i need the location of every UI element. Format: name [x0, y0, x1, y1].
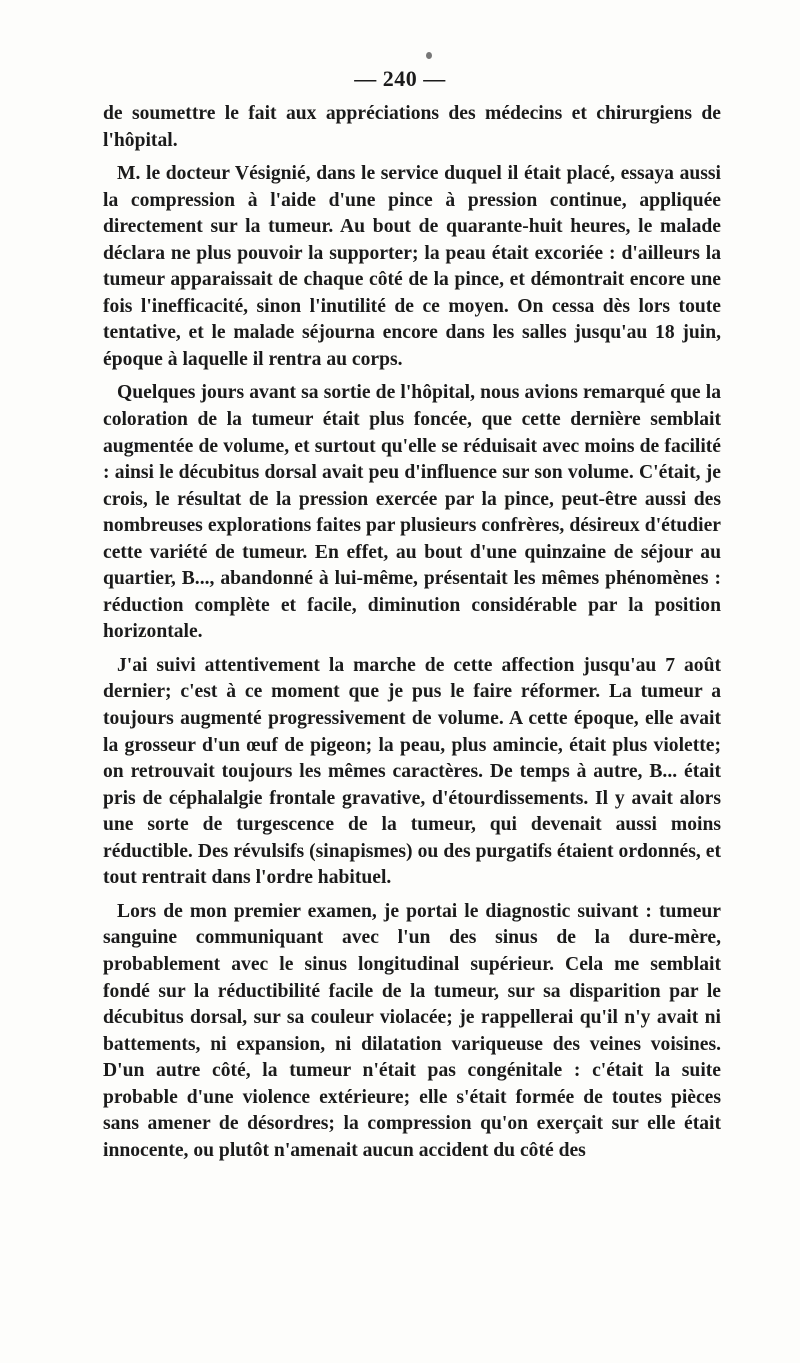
paragraph: Lors de mon premier examen, je portai le diagnostic suivant : tumeur sanguine communiquant avec l'un des sinus de la dure-mère, probablement avec le sinus longitudinal supérieur. Cela me semblait fondé sur la réductibilité facile de la tumeur, sur sa disparition par le décubitus dorsal, sur sa couleur violacée; je rappellerai qu'il n'y avait ni battements, ni expansion, ni dilatation variqueuse des veines voisines. D'un autre côté, la tumeur n'était pas congénitale : c'était la suite probable d'une violence extérieure; elle s'était formée de toutes pièces sans amener de désordres; la compression qu'on exerçait sur elle était innocente, ou plutôt n'amenait aucun accident du côté des	[103, 900, 721, 1161]
body-text	[103, 101, 721, 1171]
page-number: — 240 —	[354, 66, 446, 91]
paragraph: J'ai suivi attentivement la marche de cette affection jusqu'au 7 août dernier; c'est à ce moment que je pus le faire réformer. La tumeur a toujours augmenté progressivement de volume. A cette époque, elle avait la grosseur d'un œuf de pigeon; la peau, plus amincie, était plus violette; on retrouvait toujours les mêmes caractères. De temps à autre, B... était pris de céphalalgie frontale gravative, d'étourdissements. Il y avait alors une sorte de turgescence de la tumeur, qui devenait aussi moins réductible. Des révulsifs (sinapismes) ou des purgatifs étaient ordonnés, et tout rentrait dans l'ordre habituel.	[103, 654, 721, 889]
paragraph: M. le docteur Vésignié, dans le service duquel il était placé, essaya aussi la compression à l'aide d'une pince à pression continue, appliquée directement sur la tumeur. Au bout de quarante-huit heures, le malade déclara ne plus pouvoir la supporter; la peau était excoriée : d'ailleurs la tumeur apparaissait de chaque côté de la pince, et démontrait encore une fois l'inefficacité, sinon l'inutilité de ce moyen. On cessa dès lors toute tentative, et le malade séjourna encore dans les salles jusqu'au 18 juin, époque à laquelle il rentra au corps.	[103, 163, 721, 370]
paragraph-continuation: de soumettre le fait aux appréciations des médecins et chirurgiens de l'hôpital.	[103, 103, 721, 151]
paragraph: Quelques jours avant sa sortie de l'hôpital, nous avions remarqué que la coloration de la tumeur était plus foncée, que cette dernière semblait augmentée de volume, et surtout qu'elle se réduisait avec moins de facilité : ainsi le décubitus dorsal avait peu d'influence sur son volume. C'était, je crois, le résultat de la pression exercée par la pince, peut-être aussi des nombreuses explorations faites par plusieurs confrères, désireux d'étudier cette variété de tumeur. En effet, au bout d'une quinzaine de séjour au quartier, B..., abandonné à lui-même, présentait les mêmes phénomènes : réduction complète et facile, diminution considérable par la position horizontale.	[103, 382, 721, 643]
ink-speck	[426, 52, 432, 59]
